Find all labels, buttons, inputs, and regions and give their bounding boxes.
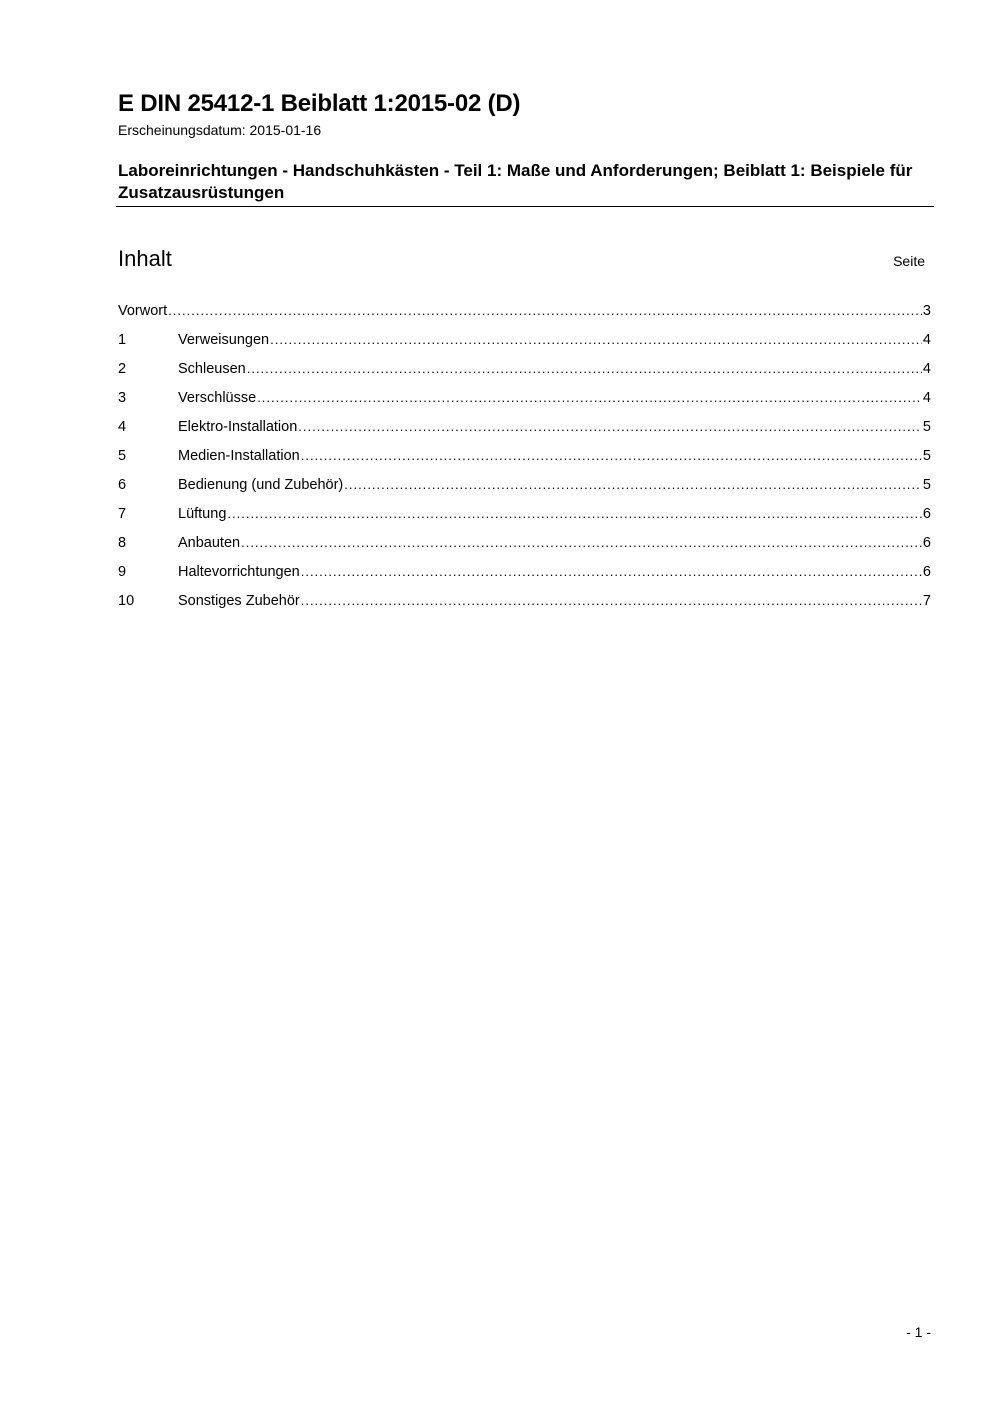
toc-entry-page: 3: [922, 303, 931, 319]
toc-entry-title: Anbauten: [178, 535, 241, 551]
publication-date: Erscheinungsdatum: 2015-01-16: [118, 122, 322, 138]
toc-entry-page: 5: [922, 477, 931, 493]
toc-entry-vorwort[interactable]: [118, 302, 931, 331]
toc-leader-dots: [270, 331, 922, 349]
toc-leader-dots: [168, 302, 922, 320]
toc-leader-dots: [227, 505, 922, 523]
toc-entry-number: 6: [118, 477, 127, 493]
toc-entry-verweisungen[interactable]: [118, 331, 931, 360]
toc-entry-verschluesse[interactable]: [118, 389, 931, 418]
toc-entry-page: 5: [922, 419, 931, 435]
toc-entry-sonstiges-zubehoer[interactable]: [118, 592, 931, 621]
toc-entry-number: 1: [118, 332, 127, 348]
toc-entry-page: 6: [922, 535, 931, 551]
toc-entry-page: 7: [922, 593, 931, 609]
toc-entry-number: 4: [118, 419, 127, 435]
toc-entry-number: 7: [118, 506, 127, 522]
toc-leader-dots: [344, 476, 922, 494]
toc-leader-dots: [257, 389, 922, 407]
toc-entry-page: 4: [922, 332, 931, 348]
toc-leader-dots: [298, 418, 922, 436]
toc-entry-title: Schleusen: [178, 361, 246, 377]
toc-entry-number: 3: [118, 390, 127, 406]
toc-entry-title: Medien-Installation: [178, 448, 300, 464]
toc-entry-lueftung[interactable]: [118, 505, 931, 534]
toc-entry-number: 9: [118, 564, 127, 580]
document-title: Laboreinrichtungen - Handschuhkästen - Teil 1: Maße und Anforderungen; Beiblatt 1: Beispiele für Zusatzausrüstungen: [118, 161, 913, 202]
toc-entry-page: 6: [922, 506, 931, 522]
toc-leader-dots: [241, 534, 922, 552]
toc-entry-elektro-installation[interactable]: [118, 418, 931, 447]
toc-entry-page: 5: [922, 448, 931, 464]
toc-entry-title: Vorwort: [118, 303, 168, 319]
toc-leader-dots: [247, 360, 922, 378]
toc-leader-dots: [301, 563, 922, 581]
toc-entry-title: Haltevorrichtungen: [178, 564, 300, 580]
toc-entry-page: 4: [922, 390, 931, 406]
toc-entry-page: 4: [922, 361, 931, 377]
toc-entry-haltevorrichtungen[interactable]: [118, 563, 931, 592]
toc-entry-anbauten[interactable]: [118, 534, 931, 563]
toc-entry-title: Bedienung (und Zubehör): [178, 477, 344, 493]
toc-entry-medien-installation[interactable]: [118, 447, 931, 476]
toc-entry-number: 10: [118, 593, 135, 609]
toc-leader-dots: [301, 447, 922, 465]
toc-heading: Inhalt: [118, 246, 172, 271]
footer-page-number: - 1 -: [906, 1324, 931, 1340]
toc-entry-title: Elektro-Installation: [178, 419, 298, 435]
toc-entry-number: 8: [118, 535, 127, 551]
toc-entry-schleusen[interactable]: [118, 360, 931, 389]
toc-entry-page: 6: [922, 564, 931, 580]
toc-leader-dots: [301, 592, 922, 610]
toc-entry-title: Lüftung: [178, 506, 227, 522]
toc-entry-bedienung[interactable]: [118, 476, 931, 505]
toc-entry-number: 5: [118, 448, 127, 464]
toc-entry-number: 2: [118, 361, 127, 377]
toc-entry-title: Sonstiges Zubehör: [178, 593, 300, 609]
toc-entry-title: Verweisungen: [178, 332, 270, 348]
toc-page-column-label: Seite: [893, 253, 925, 269]
document-id: E DIN 25412-1 Beiblatt 1:2015-02 (D): [118, 90, 521, 117]
toc-entry-title: Verschlüsse: [178, 390, 257, 406]
table-of-contents: [118, 302, 931, 621]
title-divider: [116, 206, 934, 207]
